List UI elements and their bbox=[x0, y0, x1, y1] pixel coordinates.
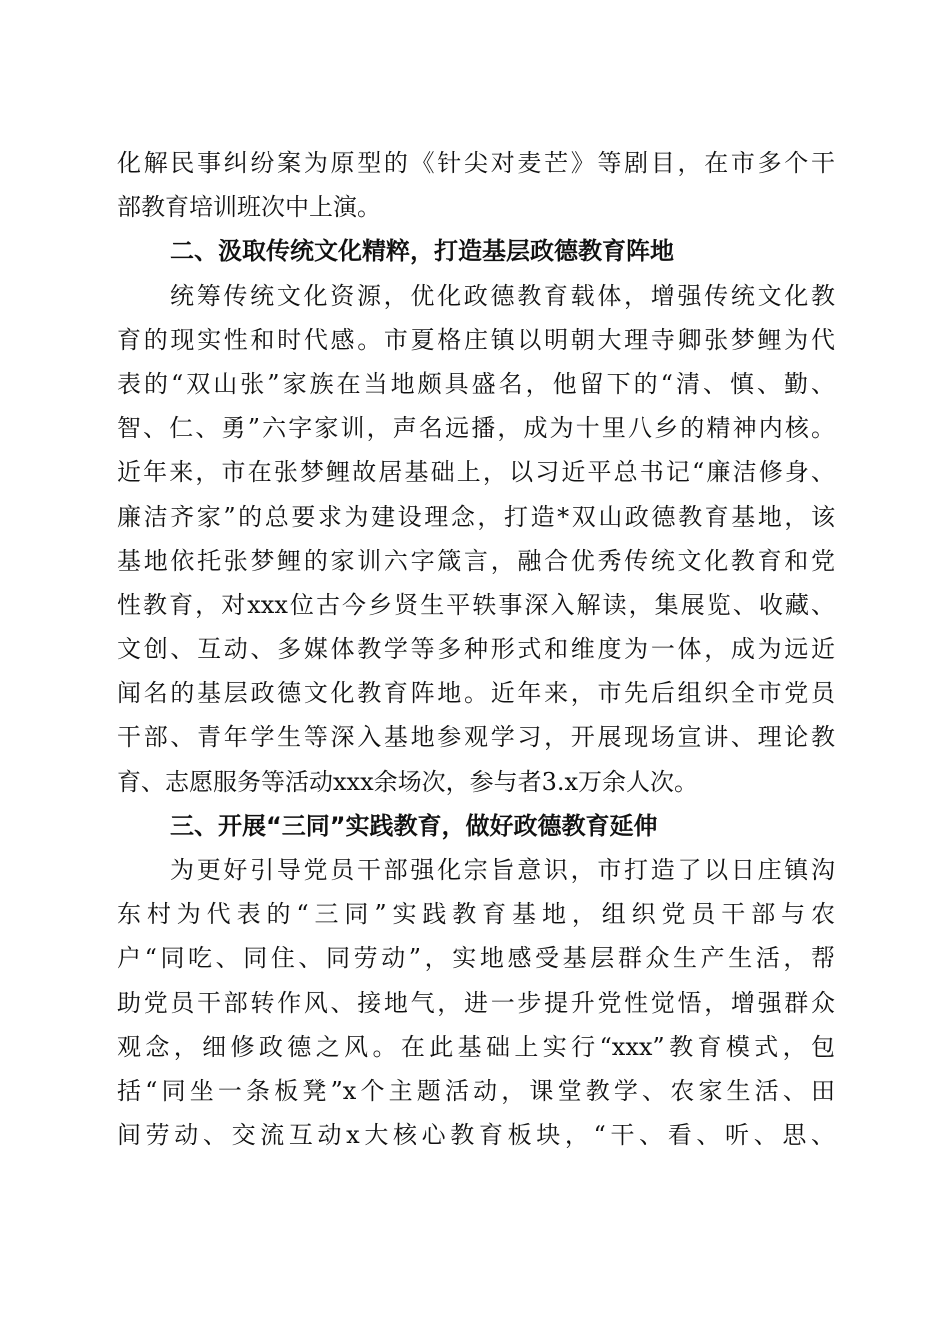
text-line: 廉洁齐家”的总要求为建设理念，打造*双山政德教育基地，该 bbox=[117, 502, 835, 531]
text-line: 基地依托张梦鲤的家训六字箴言，融合优秀传统文化教育和党 bbox=[117, 546, 835, 575]
heading-text: 三、开展“三同”实践教育，做好政德教育延伸 bbox=[170, 811, 658, 840]
text-line: 为更好引导党员干部强化宗旨意识，市打造了以日庄镇沟 bbox=[170, 856, 835, 884]
text-line: 性教育，对xxx位古今乡贤生平轶事深入解读，集展览、收藏、 bbox=[117, 590, 835, 619]
paragraph bbox=[117, 141, 835, 229]
text-line: 户“同吃、同住、同劳动”，实地感受基层群众生产生活，帮 bbox=[117, 944, 835, 973]
text-line: 智、仁、勇”六字家训，声名远播，成为十里八乡的精神内核。 bbox=[117, 414, 835, 443]
text-line: 化解民事纠纷案为原型的《针尖对麦芒》等剧目，在市多个干 bbox=[117, 149, 835, 177]
text-line: 表的“双山张”家族在当地颇具盛名，他留下的“清、慎、勤、 bbox=[117, 369, 835, 398]
text-line: 观念，细修政德之风。在此基础上实行“xxx”教育模式，包 bbox=[117, 1032, 835, 1061]
document-page bbox=[117, 141, 835, 1157]
text-line: 括“同坐一条板凳”x个主题活动，课堂教学、农家生活、田 bbox=[117, 1076, 835, 1105]
section-heading bbox=[117, 229, 835, 273]
text-line: 闻名的基层政德文化教育阵地。近年来，市先后组织全市党员 bbox=[117, 679, 835, 708]
text-line: 统筹传统文化资源，优化政德教育载体，增强传统文化教 bbox=[170, 281, 835, 310]
paragraph bbox=[117, 848, 835, 1157]
text-line: 助党员干部转作风、接地气，进一步提升党性觉悟，增强群众 bbox=[117, 988, 835, 1017]
paragraph bbox=[117, 274, 835, 804]
text-line: 育的现实性和时代感。市夏格庄镇以明朝大理寺卿张梦鲤为代 bbox=[117, 325, 835, 354]
heading-text: 二、汲取传统文化精粹，打造基层政德教育阵地 bbox=[170, 237, 674, 266]
text-line: 间劳动、交流互动x大核心教育板块，“干、看、听、思、 bbox=[117, 1121, 835, 1150]
text-line: 部教育培训班次中上演。 bbox=[117, 193, 381, 222]
text-line: 东村为代表的“三同”实践教育基地，组织党员干部与农 bbox=[117, 900, 835, 929]
text-line: 育、志愿服务等活动xxx余场次，参与者3.x万余人次。 bbox=[117, 767, 699, 796]
text-line: 近年来，市在张梦鲤故居基础上，以习近平总书记“廉洁修身、 bbox=[117, 458, 835, 487]
text-line: 干部、青年学生等深入基地参观学习，开展现场宣讲、理论教 bbox=[117, 723, 835, 752]
text-line: 文创、互动、多媒体教学等多种形式和维度为一体，成为远近 bbox=[117, 635, 835, 664]
section-heading bbox=[117, 804, 835, 848]
